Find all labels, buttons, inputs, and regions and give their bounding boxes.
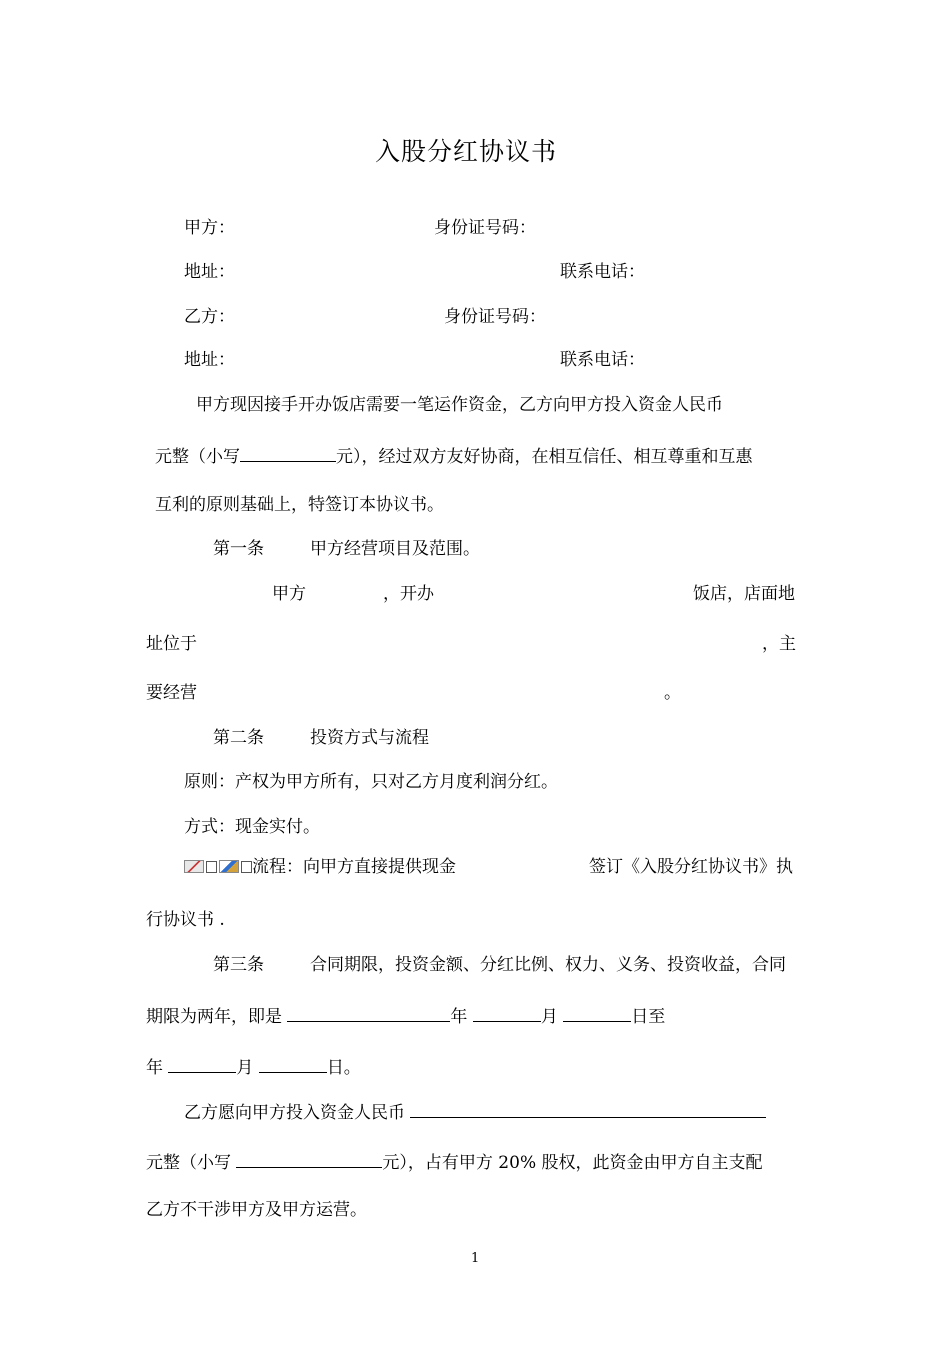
party-b-id-label: 身份证号码： <box>444 307 546 327</box>
article-1-business: 要经营 <box>146 683 197 703</box>
party-b-address-label: 地址： <box>184 350 235 370</box>
party-a-address-label: 地址： <box>184 262 235 282</box>
party-a-label: 甲方： <box>184 218 235 238</box>
term-label: 期限为两年，即是 <box>146 1007 282 1027</box>
intro-line-3: 互利的原则基础上，特签订本协议书。 <box>155 495 444 515</box>
investment-line-2 <box>146 1152 763 1172</box>
broken-image-icon <box>184 860 204 873</box>
start-day-blank <box>563 1006 631 1022</box>
broken-image-icon <box>219 860 239 873</box>
article-1-title: 甲方经营项目及范围。 <box>310 539 480 559</box>
day-to-label: 日至 <box>631 1007 666 1027</box>
investment-share: 元），占有甲方 20% 股权，此资金由甲方自主支配 <box>382 1153 763 1173</box>
party-b-label: 乙方： <box>184 307 235 327</box>
start-month-blank <box>473 1006 541 1022</box>
article-3-heading: 第三条 <box>213 955 264 975</box>
end-day-label: 日。 <box>326 1058 361 1078</box>
article-2-method: 方式：现金实付。 <box>184 817 320 837</box>
document-title: 入股分红协议书 <box>375 137 558 166</box>
investment-lowercase-blank <box>236 1152 382 1168</box>
article-2-process-sign: 签订《入股分红协议书》执 <box>589 857 793 877</box>
month-label: 月 <box>540 1007 558 1027</box>
end-day-blank <box>259 1057 327 1073</box>
start-year-blank <box>287 1006 450 1022</box>
article-1-open: ，开办 <box>383 584 434 604</box>
intro-line-2-end: 元），经过双方友好协商，在相互信任、相互尊重和互惠 <box>336 447 753 467</box>
process-text: 流程：向甲方直接提供现金 <box>252 857 456 877</box>
placeholder-box-icon <box>241 861 252 873</box>
year-label: 年 <box>450 1007 468 1027</box>
party-a-phone-label: 联系电话： <box>560 262 645 282</box>
end-month-label: 月 <box>236 1058 254 1078</box>
article-1-restaurant: 饭店，店面地 <box>693 584 795 604</box>
article-1-period: 。 <box>664 683 681 703</box>
article-3-title: 合同期限，投资金额、分红比例、权力、义务、投资收益，合同 <box>310 955 786 975</box>
article-2-process <box>184 859 456 876</box>
party-b-phone-label: 联系电话： <box>560 350 645 370</box>
amount-lowercase-blank <box>240 446 336 462</box>
investment-line <box>184 1102 766 1122</box>
article-3-end-line <box>146 1057 361 1077</box>
investment-lowercase-label: 元整（小写 <box>146 1153 231 1173</box>
end-month-blank <box>168 1057 236 1073</box>
placeholder-box-icon <box>206 861 217 873</box>
article-1-heading: 第一条 <box>213 539 264 559</box>
article-2-heading: 第二条 <box>213 728 264 748</box>
investment-label: 乙方愿向甲方投入资金人民币 <box>184 1103 405 1123</box>
intro-line-2 <box>155 446 753 466</box>
article-1-address-end: ，主 <box>762 634 796 654</box>
intro-line-2-start: 元整（小写 <box>155 447 240 467</box>
intro-line-1: 甲方现因接手开办饭店需要一笔运作资金，乙方向甲方投入资金人民币 <box>196 395 723 415</box>
article-1-address: 址位于 <box>146 634 197 654</box>
article-2-principle: 原则：产权为甲方所有，只对乙方月度利润分红。 <box>184 772 558 792</box>
article-2-process-execute: 行协议书 . <box>146 910 225 930</box>
end-year-label: 年 <box>146 1058 163 1078</box>
investment-line-3: 乙方不干涉甲方及甲方运营。 <box>146 1200 367 1220</box>
article-3-term-line <box>146 1006 665 1026</box>
investment-amount-blank <box>410 1102 766 1118</box>
article-2-title: 投资方式与流程 <box>310 728 429 748</box>
party-a-id-label: 身份证号码： <box>434 218 536 238</box>
page-number: 1 <box>471 1251 480 1266</box>
article-1-party-a: 甲方 <box>272 584 306 604</box>
